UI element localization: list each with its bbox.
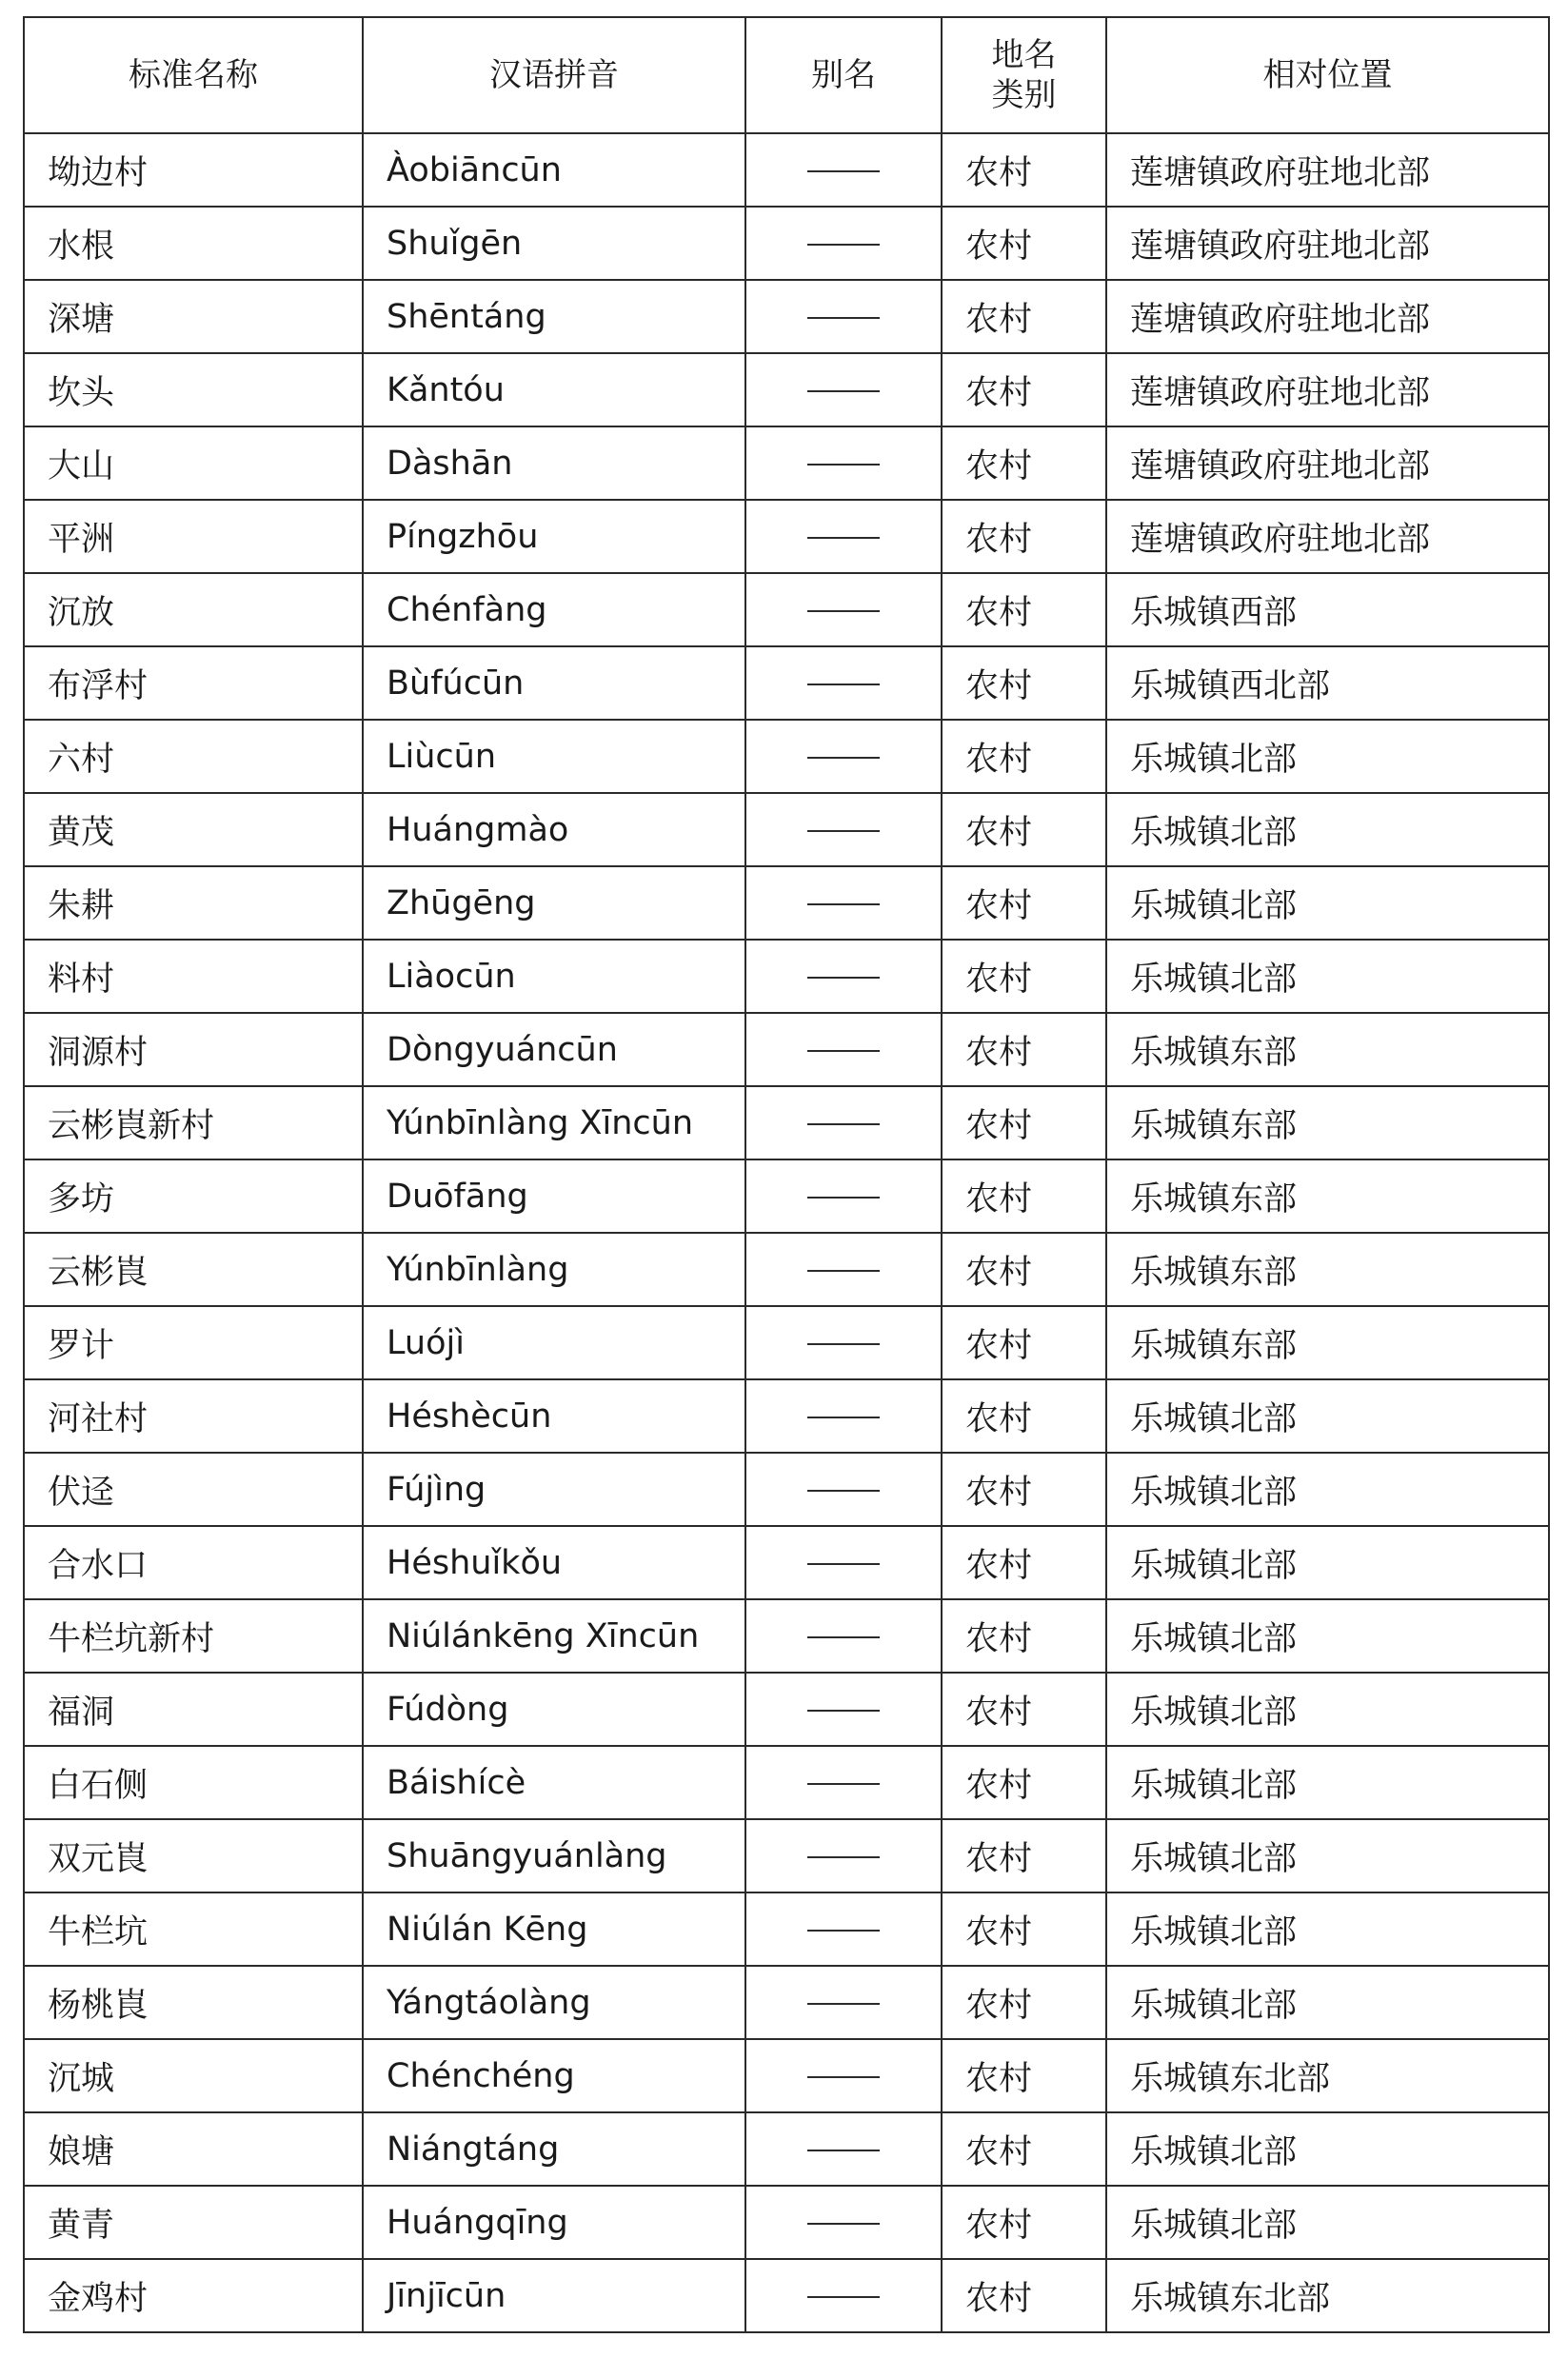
- table-row: [24, 1306, 1549, 1379]
- alias-dash: [807, 170, 880, 172]
- relative-position-cell: 乐城镇北部: [1106, 1892, 1549, 1966]
- table-row: [24, 1673, 1549, 1746]
- alias-dash: [807, 1123, 880, 1125]
- place-type-cell: 农村: [942, 1599, 1106, 1673]
- alias-cell: [745, 1086, 942, 1159]
- alias-cell: [745, 2039, 942, 2112]
- pinyin-cell: Dàshān: [363, 426, 745, 500]
- place-type-cell: 农村: [942, 1379, 1106, 1453]
- relative-position-cell: 乐城镇北部: [1106, 940, 1549, 1013]
- alias-dash: [807, 317, 880, 319]
- pinyin-cell: Fújìng: [363, 1453, 745, 1526]
- alias-dash: [807, 537, 880, 539]
- alias-dash: [807, 2003, 880, 2005]
- standard-name-cell: 罗计: [24, 1306, 363, 1379]
- table-row: [24, 940, 1549, 1013]
- alias-dash: [807, 1636, 880, 1638]
- table-row: [24, 353, 1549, 426]
- pinyin-cell: Yúnbīnlàng Xīncūn: [363, 1086, 745, 1159]
- place-type-cell: 农村: [942, 500, 1106, 573]
- pinyin-cell: Héshècūn: [363, 1379, 745, 1453]
- table-row: [24, 1086, 1549, 1159]
- place-type-cell: 农村: [942, 1966, 1106, 2039]
- place-type-cell: 农村: [942, 280, 1106, 353]
- standard-name-cell: 沉城: [24, 2039, 363, 2112]
- header-alias: 别名: [745, 17, 942, 133]
- pinyin-cell: Liàocūn: [363, 940, 745, 1013]
- standard-name-cell: 平洲: [24, 500, 363, 573]
- pinyin-cell: Niúlán Kēng: [363, 1892, 745, 1966]
- pinyin-cell: Chénchéng: [363, 2039, 745, 2112]
- alias-cell: [745, 1453, 942, 1526]
- place-type-cell: 农村: [942, 866, 1106, 940]
- place-type-cell: 农村: [942, 207, 1106, 280]
- table-row: [24, 2259, 1549, 2332]
- place-type-cell: 农村: [942, 1892, 1106, 1966]
- header-place-type: [942, 17, 1106, 133]
- pinyin-cell: Àobiāncūn: [363, 133, 745, 207]
- standard-name-cell: 白石侧: [24, 1746, 363, 1819]
- standard-name-cell: 河社村: [24, 1379, 363, 1453]
- alias-cell: [745, 353, 942, 426]
- standard-name-cell: 布浮村: [24, 646, 363, 720]
- table-row: [24, 2112, 1549, 2186]
- alias-cell: [745, 1379, 942, 1453]
- table-row: [24, 2039, 1549, 2112]
- relative-position-cell: 乐城镇东北部: [1106, 2039, 1549, 2112]
- table-row: [24, 1379, 1549, 1453]
- alias-cell: [745, 1233, 942, 1306]
- relative-position-cell: 乐城镇东部: [1106, 1306, 1549, 1379]
- alias-cell: [745, 793, 942, 866]
- standard-name-cell: 云彬崀: [24, 1233, 363, 1306]
- table-row: [24, 500, 1549, 573]
- alias-dash: [807, 464, 880, 466]
- relative-position-cell: 乐城镇北部: [1106, 793, 1549, 866]
- pinyin-cell: Chénfàng: [363, 573, 745, 646]
- table-row: [24, 866, 1549, 940]
- header-place-type-line2: 类别: [991, 76, 1057, 114]
- pinyin-cell: Yángtáolàng: [363, 1966, 745, 2039]
- standard-name-cell: 朱耕: [24, 866, 363, 940]
- relative-position-cell: 莲塘镇政府驻地北部: [1106, 207, 1549, 280]
- alias-dash: [807, 757, 880, 759]
- relative-position-cell: 乐城镇北部: [1106, 1966, 1549, 2039]
- relative-position-cell: 乐城镇北部: [1106, 720, 1549, 793]
- alias-dash: [807, 2076, 880, 2078]
- pinyin-cell: Huángqīng: [363, 2186, 745, 2259]
- table-row: [24, 720, 1549, 793]
- alias-dash: [807, 1197, 880, 1199]
- alias-cell: [745, 500, 942, 573]
- pinyin-cell: Huángmào: [363, 793, 745, 866]
- pinyin-cell: Bùfúcūn: [363, 646, 745, 720]
- place-type-cell: 农村: [942, 1526, 1106, 1599]
- place-type-cell: 农村: [942, 1233, 1106, 1306]
- table-row: [24, 426, 1549, 500]
- table-row: [24, 1746, 1549, 1819]
- pinyin-cell: Shuāngyuánlàng: [363, 1819, 745, 1892]
- standard-name-cell: 坳边村: [24, 133, 363, 207]
- alias-cell: [745, 133, 942, 207]
- alias-dash: [807, 2223, 880, 2225]
- alias-dash: [807, 1710, 880, 1712]
- alias-dash: [807, 244, 880, 246]
- place-type-cell: 农村: [942, 2039, 1106, 2112]
- relative-position-cell: 乐城镇北部: [1106, 1746, 1549, 1819]
- standard-name-cell: 双元崀: [24, 1819, 363, 1892]
- table-row: [24, 1819, 1549, 1892]
- alias-dash: [807, 1343, 880, 1345]
- place-type-cell: 农村: [942, 2186, 1106, 2259]
- header-row: [24, 17, 1549, 133]
- alias-dash: [807, 830, 880, 832]
- pinyin-cell: Dòngyuáncūn: [363, 1013, 745, 1086]
- place-type-cell: 农村: [942, 573, 1106, 646]
- alias-cell: [745, 207, 942, 280]
- alias-cell: [745, 2259, 942, 2332]
- table-row: [24, 280, 1549, 353]
- alias-cell: [745, 1819, 942, 1892]
- place-type-cell: 农村: [942, 133, 1106, 207]
- pinyin-cell: Píngzhōu: [363, 500, 745, 573]
- table-body: [24, 133, 1549, 2332]
- place-type-cell: 农村: [942, 1013, 1106, 1086]
- relative-position-cell: 乐城镇北部: [1106, 1599, 1549, 1673]
- relative-position-cell: 莲塘镇政府驻地北部: [1106, 133, 1549, 207]
- alias-cell: [745, 1599, 942, 1673]
- standard-name-cell: 六村: [24, 720, 363, 793]
- pinyin-cell: Zhūgēng: [363, 866, 745, 940]
- pinyin-cell: Jīnjīcūn: [363, 2259, 745, 2332]
- header-pinyin: 汉语拼音: [363, 17, 745, 133]
- alias-dash: [807, 1270, 880, 1272]
- pinyin-cell: Fúdòng: [363, 1673, 745, 1746]
- alias-cell: [745, 866, 942, 940]
- place-type-cell: 农村: [942, 1746, 1106, 1819]
- relative-position-cell: 乐城镇北部: [1106, 2112, 1549, 2186]
- alias-cell: [745, 1526, 942, 1599]
- place-type-cell: 农村: [942, 426, 1106, 500]
- relative-position-cell: 乐城镇北部: [1106, 1379, 1549, 1453]
- place-type-cell: 农村: [942, 2112, 1106, 2186]
- relative-position-cell: 乐城镇东北部: [1106, 2259, 1549, 2332]
- relative-position-cell: 乐城镇东部: [1106, 1086, 1549, 1159]
- place-type-cell: 农村: [942, 1086, 1106, 1159]
- place-type-cell: 农村: [942, 353, 1106, 426]
- place-type-cell: 农村: [942, 1306, 1106, 1379]
- alias-cell: [745, 1159, 942, 1233]
- alias-dash: [807, 977, 880, 979]
- standard-name-cell: 福洞: [24, 1673, 363, 1746]
- table-row: [24, 1892, 1549, 1966]
- header-standard-name: 标准名称: [24, 17, 363, 133]
- table-row: [24, 646, 1549, 720]
- alias-cell: [745, 573, 942, 646]
- alias-dash: [807, 1417, 880, 1418]
- alias-cell: [745, 1746, 942, 1819]
- relative-position-cell: 乐城镇北部: [1106, 866, 1549, 940]
- standard-name-cell: 洞源村: [24, 1013, 363, 1086]
- pinyin-cell: Héshuǐkǒu: [363, 1526, 745, 1599]
- table-row: [24, 793, 1549, 866]
- alias-dash: [807, 1783, 880, 1785]
- table-row: [24, 1599, 1549, 1673]
- table-row: [24, 133, 1549, 207]
- standard-name-cell: 黄茂: [24, 793, 363, 866]
- alias-dash: [807, 390, 880, 392]
- alias-cell: [745, 426, 942, 500]
- table-row: [24, 2186, 1549, 2259]
- alias-dash: [807, 2296, 880, 2298]
- pinyin-cell: Duōfāng: [363, 1159, 745, 1233]
- place-type-cell: 农村: [942, 2259, 1106, 2332]
- alias-dash: [807, 2150, 880, 2151]
- standard-name-cell: 合水口: [24, 1526, 363, 1599]
- alias-cell: [745, 1013, 942, 1086]
- relative-position-cell: 乐城镇北部: [1106, 1526, 1549, 1599]
- place-name-table: [23, 16, 1550, 2333]
- place-type-cell: 农村: [942, 720, 1106, 793]
- place-type-cell: 农村: [942, 1453, 1106, 1526]
- relative-position-cell: 乐城镇东部: [1106, 1013, 1549, 1086]
- relative-position-cell: 乐城镇东部: [1106, 1159, 1549, 1233]
- relative-position-cell: 莲塘镇政府驻地北部: [1106, 280, 1549, 353]
- alias-cell: [745, 1966, 942, 2039]
- header-relative-position: 相对位置: [1106, 17, 1549, 133]
- alias-cell: [745, 646, 942, 720]
- alias-dash: [807, 1490, 880, 1492]
- pinyin-cell: Báishícè: [363, 1746, 745, 1819]
- place-type-cell: 农村: [942, 940, 1106, 1013]
- standard-name-cell: 云彬崀新村: [24, 1086, 363, 1159]
- standard-name-cell: 多坊: [24, 1159, 363, 1233]
- alias-dash: [807, 903, 880, 905]
- relative-position-cell: 乐城镇北部: [1106, 1453, 1549, 1526]
- alias-cell: [745, 940, 942, 1013]
- table-row: [24, 1233, 1549, 1306]
- alias-dash: [807, 684, 880, 685]
- alias-dash: [807, 1050, 880, 1052]
- alias-cell: [745, 720, 942, 793]
- standard-name-cell: 杨桃崀: [24, 1966, 363, 2039]
- pinyin-cell: Kǎntóu: [363, 353, 745, 426]
- table-row: [24, 573, 1549, 646]
- table-row: [24, 1966, 1549, 2039]
- alias-dash: [807, 1856, 880, 1858]
- standard-name-cell: 料村: [24, 940, 363, 1013]
- relative-position-cell: 莲塘镇政府驻地北部: [1106, 353, 1549, 426]
- place-type-cell: 农村: [942, 1819, 1106, 1892]
- alias-cell: [745, 1306, 942, 1379]
- standard-name-cell: 牛栏坑新村: [24, 1599, 363, 1673]
- place-type-cell: 农村: [942, 646, 1106, 720]
- pinyin-cell: Yúnbīnlàng: [363, 1233, 745, 1306]
- relative-position-cell: 乐城镇北部: [1106, 1819, 1549, 1892]
- table-row: [24, 1526, 1549, 1599]
- relative-position-cell: 乐城镇东部: [1106, 1233, 1549, 1306]
- relative-position-cell: 乐城镇西北部: [1106, 646, 1549, 720]
- standard-name-cell: 金鸡村: [24, 2259, 363, 2332]
- alias-cell: [745, 1673, 942, 1746]
- place-type-cell: 农村: [942, 1159, 1106, 1233]
- header-place-type-line1: 地名: [991, 36, 1057, 74]
- table-row: [24, 1159, 1549, 1233]
- relative-position-cell: 莲塘镇政府驻地北部: [1106, 426, 1549, 500]
- pinyin-cell: Niángtáng: [363, 2112, 745, 2186]
- alias-cell: [745, 2186, 942, 2259]
- standard-name-cell: 沉放: [24, 573, 363, 646]
- standard-name-cell: 水根: [24, 207, 363, 280]
- pinyin-cell: Shuǐgēn: [363, 207, 745, 280]
- standard-name-cell: 深塘: [24, 280, 363, 353]
- pinyin-cell: Niúlánkēng Xīncūn: [363, 1599, 745, 1673]
- standard-name-cell: 坎头: [24, 353, 363, 426]
- alias-cell: [745, 2112, 942, 2186]
- alias-dash: [807, 1563, 880, 1565]
- relative-position-cell: 莲塘镇政府驻地北部: [1106, 500, 1549, 573]
- relative-position-cell: 乐城镇西部: [1106, 573, 1549, 646]
- relative-position-cell: 乐城镇北部: [1106, 2186, 1549, 2259]
- table-row: [24, 207, 1549, 280]
- standard-name-cell: 牛栏坑: [24, 1892, 363, 1966]
- relative-position-cell: 乐城镇北部: [1106, 1673, 1549, 1746]
- standard-name-cell: 大山: [24, 426, 363, 500]
- alias-cell: [745, 1892, 942, 1966]
- pinyin-cell: Luójì: [363, 1306, 745, 1379]
- standard-name-cell: 娘塘: [24, 2112, 363, 2186]
- pinyin-cell: Liùcūn: [363, 720, 745, 793]
- place-type-cell: 农村: [942, 793, 1106, 866]
- alias-dash: [807, 1930, 880, 1932]
- standard-name-cell: 黄青: [24, 2186, 363, 2259]
- standard-name-cell: 伏迳: [24, 1453, 363, 1526]
- alias-cell: [745, 280, 942, 353]
- place-type-cell: 农村: [942, 1673, 1106, 1746]
- table-row: [24, 1453, 1549, 1526]
- table-row: [24, 1013, 1549, 1086]
- pinyin-cell: Shēntáng: [363, 280, 745, 353]
- alias-dash: [807, 610, 880, 612]
